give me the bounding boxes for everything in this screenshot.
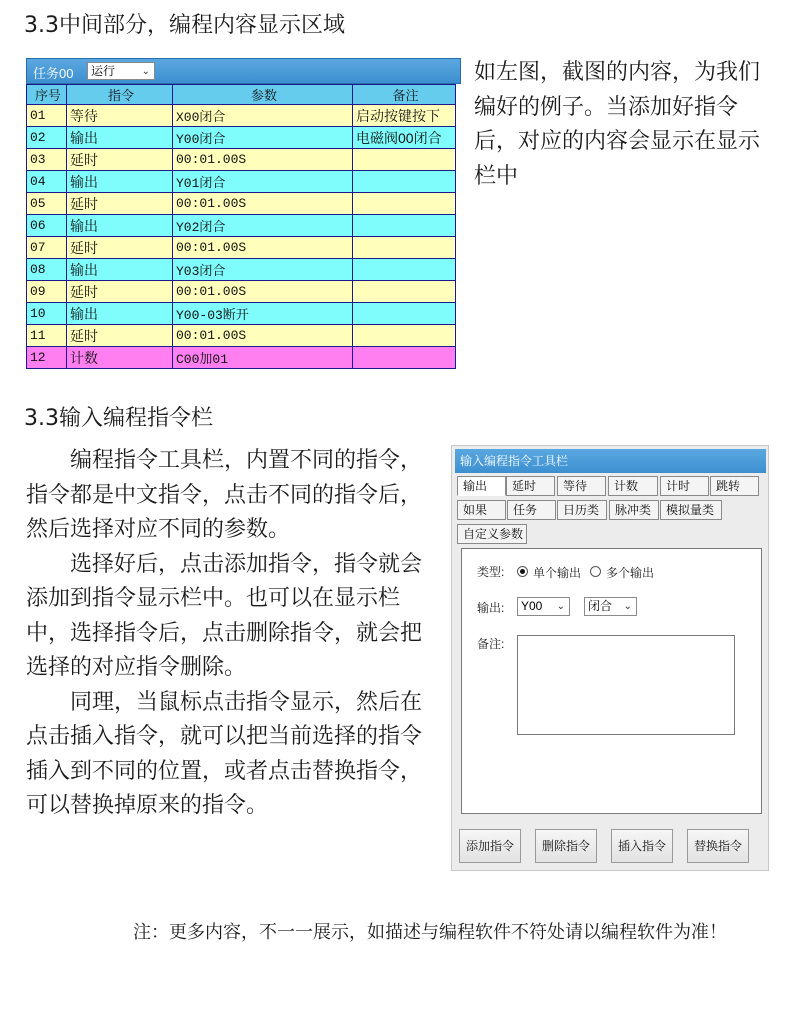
row-no-cell: 10 xyxy=(27,303,67,325)
row-param-cell: 00:01.00S xyxy=(173,325,353,347)
program-panel-titlebar xyxy=(26,58,461,84)
row-note-cell xyxy=(353,215,456,237)
row-no-cell: 07 xyxy=(27,237,67,259)
tab-delay[interactable]: 延时 xyxy=(506,476,555,496)
tab-pulse[interactable]: 脉冲类 xyxy=(609,500,659,520)
instruction-toolbar-panel xyxy=(451,445,769,871)
row-no-cell: 11 xyxy=(27,325,67,347)
output-state-value: 闭合 xyxy=(588,599,613,613)
table-row[interactable] xyxy=(27,237,456,259)
task-label: 任务00 xyxy=(33,66,74,81)
row-no-cell: 01 xyxy=(27,105,67,127)
paragraph-2: 选择好后，点击添加指令，指令就会添加到指令显示栏中。也可以在显示栏中，选择指令后，点击删除指令，就会把选择的对应指令删除。 xyxy=(26,551,423,680)
output-tab-content xyxy=(461,548,762,814)
tab-count[interactable]: 计数 xyxy=(608,476,658,496)
header-note: 备注 xyxy=(353,85,456,105)
radio-multi-output[interactable] xyxy=(590,566,601,577)
header-cmd: 指令 xyxy=(67,85,173,105)
row-note-cell: 电磁阀00闭合 xyxy=(353,127,456,149)
table-row[interactable] xyxy=(27,325,456,347)
row-note-cell xyxy=(353,347,456,369)
row-cmd-cell: 延时 xyxy=(67,193,173,215)
row-cmd-cell: 输出 xyxy=(67,171,173,193)
paragraph-3: 同理，当鼠标点击指令显示，然后在点击插入指令，就可以把当前选择的指令插入到不同的位置，或者点击替换指令，可以替换掉原来的指令。 xyxy=(26,689,423,818)
tab-if[interactable]: 如果 xyxy=(457,500,506,520)
row-no-cell: 06 xyxy=(27,215,67,237)
row-no-cell: 08 xyxy=(27,259,67,281)
toolbar-description xyxy=(26,444,436,824)
table-row[interactable] xyxy=(27,127,456,149)
program-table-header xyxy=(27,85,456,105)
tab-custom-params[interactable]: 自定义参数 xyxy=(457,524,527,544)
note-textarea[interactable] xyxy=(517,635,735,735)
tab-timer[interactable]: 计时 xyxy=(660,476,709,496)
chevron-down-icon: ⌄ xyxy=(556,601,565,612)
row-cmd-cell: 延时 xyxy=(67,325,173,347)
row-no-cell: 02 xyxy=(27,127,67,149)
tab-task[interactable]: 任务 xyxy=(507,500,556,520)
section-heading-toolbar: 3.3输入编程指令栏 xyxy=(24,406,213,431)
row-cmd-cell: 输出 xyxy=(67,303,173,325)
row-param-cell: X00闭合 xyxy=(173,105,353,127)
row-no-cell: 03 xyxy=(27,149,67,171)
row-note-cell xyxy=(353,303,456,325)
row-param-cell: Y00-03断开 xyxy=(173,303,353,325)
row-cmd-cell: 输出 xyxy=(67,127,173,149)
tab-jump[interactable]: 跳转 xyxy=(710,476,759,496)
row-param-cell: Y01闭合 xyxy=(173,171,353,193)
row-no-cell: 12 xyxy=(27,347,67,369)
chevron-down-icon: ⌄ xyxy=(623,601,632,612)
type-label: 类型: xyxy=(477,565,505,579)
table-row[interactable] xyxy=(27,259,456,281)
output-channel-value: Y00 xyxy=(521,599,543,613)
output-label: 输出: xyxy=(477,601,505,615)
paragraph-1: 编程指令工具栏，内置不同的指令，指令都是中文指令，点击不同的指令后，然后选择对应不同的参数。 xyxy=(26,448,423,542)
table-row[interactable] xyxy=(27,215,456,237)
row-cmd-cell: 输出 xyxy=(67,215,173,237)
run-mode-value: 运行 xyxy=(91,64,116,78)
row-param-cell: Y00闭合 xyxy=(173,127,353,149)
row-cmd-cell: 延时 xyxy=(67,237,173,259)
replace-instruction-button[interactable]: 替换指令 xyxy=(687,829,749,863)
radio-single-label: 单个输出 xyxy=(533,566,582,580)
row-note-cell xyxy=(353,237,456,259)
table-row[interactable] xyxy=(27,193,456,215)
chevron-down-icon: ⌄ xyxy=(141,66,150,77)
program-display-panel xyxy=(26,58,461,384)
header-param: 参数 xyxy=(173,85,353,105)
tab-analog[interactable]: 模拟量类 xyxy=(660,500,722,520)
display-area-description: 如左图，截图的内容，为我们编好的例子。当添加好指令后，对应的内容会显示在显示栏中 xyxy=(474,60,761,189)
row-cmd-cell: 计数 xyxy=(67,347,173,369)
row-cmd-cell: 输出 xyxy=(67,259,173,281)
row-cmd-cell: 延时 xyxy=(67,149,173,171)
add-instruction-button[interactable]: 添加指令 xyxy=(459,829,521,863)
section-heading-display-area: 3.3中间部分，编程内容显示区域 xyxy=(24,13,345,38)
delete-instruction-button[interactable]: 删除指令 xyxy=(535,829,597,863)
radio-multi-label: 多个输出 xyxy=(606,566,655,580)
tab-output[interactable]: 输出 xyxy=(457,476,506,496)
row-note-cell xyxy=(353,193,456,215)
row-note-cell xyxy=(353,259,456,281)
row-note-cell: 启动按键按下 xyxy=(353,105,456,127)
radio-single-output[interactable] xyxy=(517,566,528,577)
row-param-cell: 00:01.00S xyxy=(173,149,353,171)
footer-note: 注：更多内容，不一一展示，如描述与编程软件不符处请以编程软件为准！ xyxy=(133,922,727,943)
table-row[interactable] xyxy=(27,149,456,171)
row-param-cell: Y03闭合 xyxy=(173,259,353,281)
insert-instruction-button[interactable]: 插入指令 xyxy=(611,829,673,863)
tab-calendar[interactable]: 日历类 xyxy=(557,500,607,520)
row-param-cell: 00:01.00S xyxy=(173,281,353,303)
row-note-cell xyxy=(353,281,456,303)
row-note-cell xyxy=(353,171,456,193)
row-cmd-cell: 延时 xyxy=(67,281,173,303)
table-row[interactable] xyxy=(27,105,456,127)
row-cmd-cell: 等待 xyxy=(67,105,173,127)
row-param-cell: C00加01 xyxy=(173,347,353,369)
note-label: 备注: xyxy=(477,637,505,651)
row-note-cell xyxy=(353,149,456,171)
toolbar-titlebar: 输入编程指令工具栏 xyxy=(455,449,766,473)
output-channel-select[interactable] xyxy=(517,597,570,616)
row-no-cell: 09 xyxy=(27,281,67,303)
program-table xyxy=(26,84,456,369)
table-row[interactable] xyxy=(27,171,456,193)
table-row[interactable] xyxy=(27,281,456,303)
tab-wait[interactable]: 等待 xyxy=(557,476,606,496)
row-param-cell: 00:01.00S xyxy=(173,237,353,259)
row-no-cell: 04 xyxy=(27,171,67,193)
output-state-select[interactable] xyxy=(584,597,637,616)
row-param-cell: Y02闭合 xyxy=(173,215,353,237)
row-no-cell: 05 xyxy=(27,193,67,215)
table-row[interactable] xyxy=(27,347,456,369)
run-mode-select[interactable] xyxy=(87,62,155,80)
row-param-cell: 00:01.00S xyxy=(173,193,353,215)
table-row[interactable] xyxy=(27,303,456,325)
header-no: 序号 xyxy=(27,85,67,105)
row-note-cell xyxy=(353,325,456,347)
